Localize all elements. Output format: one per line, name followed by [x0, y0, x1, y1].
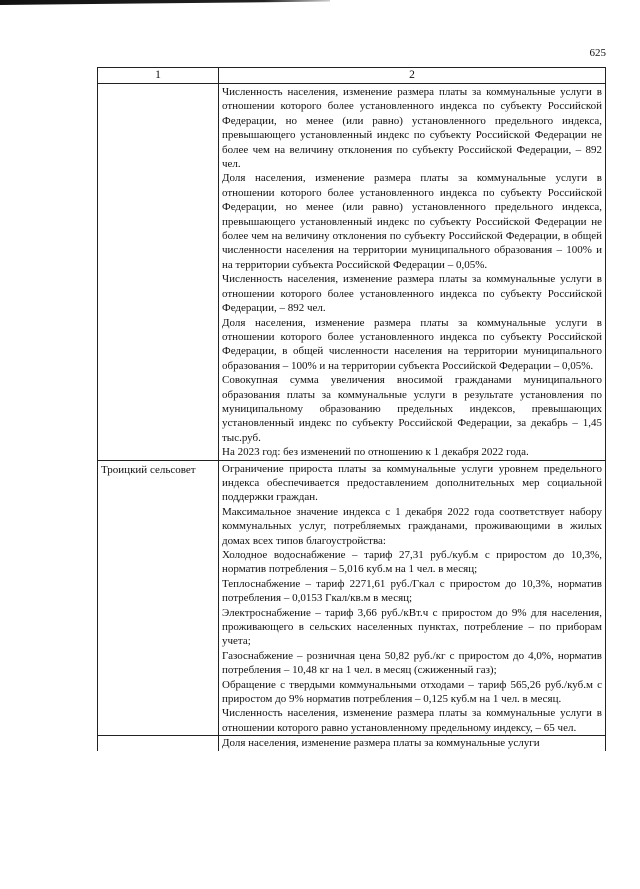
- paragraph: Максимальное значение индекса с 1 декабря 2022 года соответствует набору коммунальных услуг, потребляемых гражданами, проживающими в жилых домах всех типов благоустройства:: [222, 505, 602, 547]
- paragraph: Холодное водоснабжение – тариф 27,31 руб./куб.м с приростом до 10,3%, норматив потребления – 5,016 куб.м на 1 чел. в месяц;: [222, 549, 602, 576]
- document-table: [97, 67, 606, 751]
- paragraph: Обращение с твердыми коммунальными отходами – тариф 565,26 руб./куб.м с приростом до 9% норматив потребления – 0,125 куб.м на 1 чел. в месяц.: [222, 678, 602, 706]
- settlement-cell: [98, 84, 219, 461]
- paragraph: Численность населения, изменение размера платы за коммунальные услуги в отношении которого равно установленному предельному индексу, – 65 чел.: [222, 707, 602, 734]
- column-header-2: 2: [219, 68, 606, 84]
- scan-edge-mark: [0, 0, 330, 5]
- table-row: [98, 84, 606, 461]
- paragraph: Численность населения, изменение размера платы за коммунальные услуги в отношении которого более установленного индекса по субъекту Российской Федерации, но менее (или равно) установленного предельного индекса, превышающего установленный индекс по субъекту Российской Федерации не более чем на величину отклонения по субъекту Российской Федерации, – 892 чел.: [222, 86, 602, 171]
- paragraph: Доля населения, изменение размера платы за коммунальные услуги в отношении которого более установленного индекса по субъекту Российской Федерации, но менее (или равно) установленного предельного индекса, превышающего установленный индекс по субъекту Российской Федерации не более чем на величину отклонения по субъекту Российской Федерации, в общей численности населения на территории муниципального образования – 100% и на территории субъекта Российской Федерации – 0,05%.: [222, 172, 602, 271]
- table-row: [98, 460, 606, 736]
- description-cell: [219, 736, 606, 751]
- paragraph: Газоснабжение – розничная цена 50,82 руб./кг с приростом до 4,0%, норматив потребления – 10,48 кг на 1 чел. в месяц (сжиженный газ);: [222, 649, 602, 677]
- description-cell: [219, 84, 606, 461]
- paragraph: Электроснабжение – тариф 3,66 руб./кВт.ч с приростом до 9% для населения, проживающего в сельских населенных пунктах, потребление – по приборам учета;: [222, 606, 602, 648]
- paragraph-cut: Доля населения, изменение размера платы за коммунальные услуги: [222, 737, 540, 750]
- paragraph: Совокупная сумма увеличения вносимой гражданами муниципального образования платы за коммунальные услуги в результате установления по муниципальному образованию предельных индексов, превышающих установленный индекс по субъекту Российской Федерации, за декабрь – 1,45 тыс.руб.: [222, 374, 602, 444]
- paragraph: Теплоснабжение – тариф 2271,61 руб./Гкал с приростом до 10,3%, норматив потребления – 0,0153 Гкал/кв.м в месяц;: [222, 577, 602, 605]
- description-cell: [219, 460, 606, 736]
- paragraph: Численность населения, изменение размера платы за коммунальные услуги в отношении которого более установленного индекса по субъекту Российской Федерации, – 892 чел.: [222, 273, 602, 315]
- table-header-row: [98, 68, 606, 84]
- column-header-1: 1: [98, 68, 219, 84]
- paragraph: На 2023 год: без изменений по отношению к 1 декабря 2022 года.: [222, 446, 529, 459]
- paragraph: Ограничение прироста платы за коммунальные услуги уровнем предельного индекса обеспечивается предоставлением дополнительных мер социальной поддержки граждан.: [222, 462, 602, 504]
- settlement-name: Троицкий сельсовет: [101, 463, 196, 476]
- table-row-continued: [98, 736, 606, 751]
- page-number: 625: [589, 47, 606, 59]
- settlement-cell: [98, 460, 219, 736]
- paragraph: Доля населения, изменение размера платы за коммунальные услуги в отношении которого более установленного индекса по субъекту Российской Федерации, в общей численности населения на территории муниципального образования – 100% и на территории субъекта Российской Федерации – 0,05%.: [222, 316, 602, 372]
- settlement-cell: [98, 736, 219, 751]
- settlement-name: [98, 84, 218, 88]
